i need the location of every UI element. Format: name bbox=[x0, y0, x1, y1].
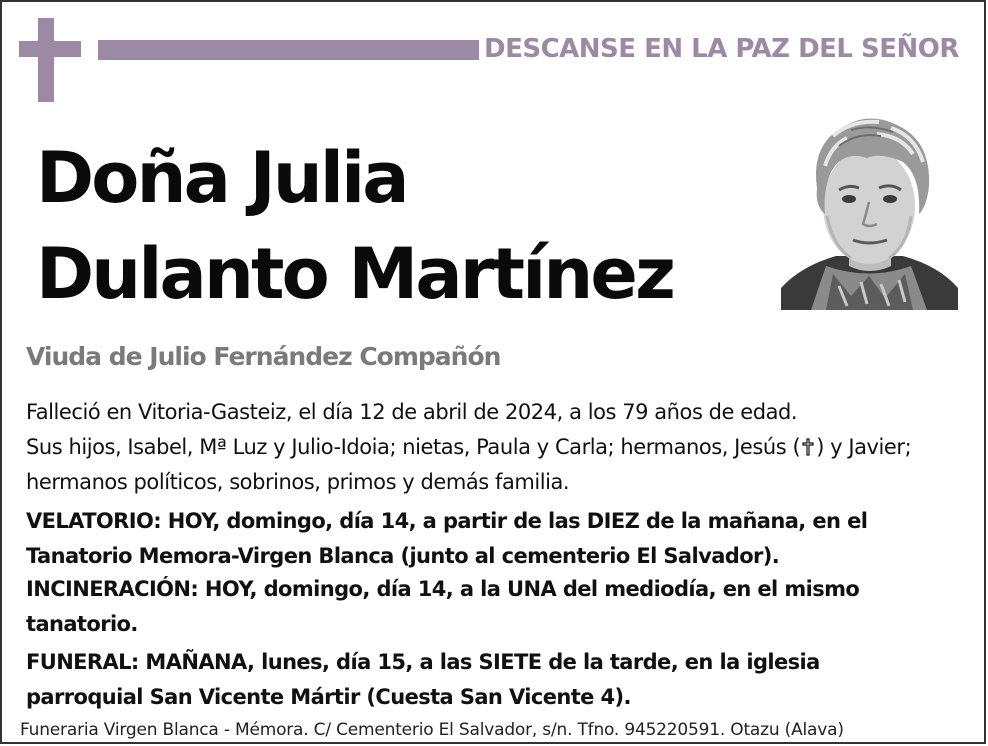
funeral-info: FUNERAL: MAÑANA, lunes, día 15, a las SIETE de la tarde, en la iglesia parroquial San Vicente Mártir (Cuesta San Vicente 4). bbox=[26, 650, 820, 709]
widow-of-subtitle: Viuda de Julio Fernández Compañón bbox=[26, 342, 501, 371]
header-title: DESCANSE EN LA PAZ DEL SEÑOR bbox=[484, 34, 959, 64]
velatorio-info: VELATORIO: HOY, domingo, día 14, a partir de las DIEZ de la mañana, en el Tanatorio Memora-Virgen Blanca (junto al cementerio El Salvador). bbox=[26, 509, 868, 568]
deceased-name-line2: Dulanto Martínez bbox=[36, 233, 674, 315]
portrait-photo bbox=[781, 106, 958, 310]
family-list-part1: Sus hijos, Isabel, Mª Luz y Julio-Idoia; nietas, Paula y Carla; hermanos, Jesús ( bbox=[26, 435, 801, 459]
cross-horizontal-bar bbox=[19, 41, 81, 57]
death-announcement: Falleció en Vitoria-Gasteiz, el día 12 de abril de 2024, a los 79 años de edad. bbox=[26, 400, 798, 424]
header-divider-bar bbox=[98, 40, 479, 60]
portrait-illustration bbox=[781, 106, 958, 310]
deceased-name bbox=[36, 130, 673, 322]
deceased-name-line1: Doña Julia bbox=[36, 137, 407, 219]
deceased-cross-icon bbox=[802, 438, 814, 456]
family-list-part2: ) y Javier; hermanos políticos, sobrinos, primos y demás familia. bbox=[26, 435, 912, 494]
cross-vertical-bar bbox=[38, 18, 54, 102]
incineracion-info: INCINERACIÓN: HOY, domingo, día 14, a la UNA del mediodía, en el mismo tanatorio. bbox=[26, 577, 860, 636]
funeral-home-footer: Funeraria Virgen Blanca - Mémora. C/ Cementerio El Salvador, s/n. Tfno. 945220591. Otazu (Alava) bbox=[20, 720, 844, 740]
family-list bbox=[26, 430, 926, 500]
